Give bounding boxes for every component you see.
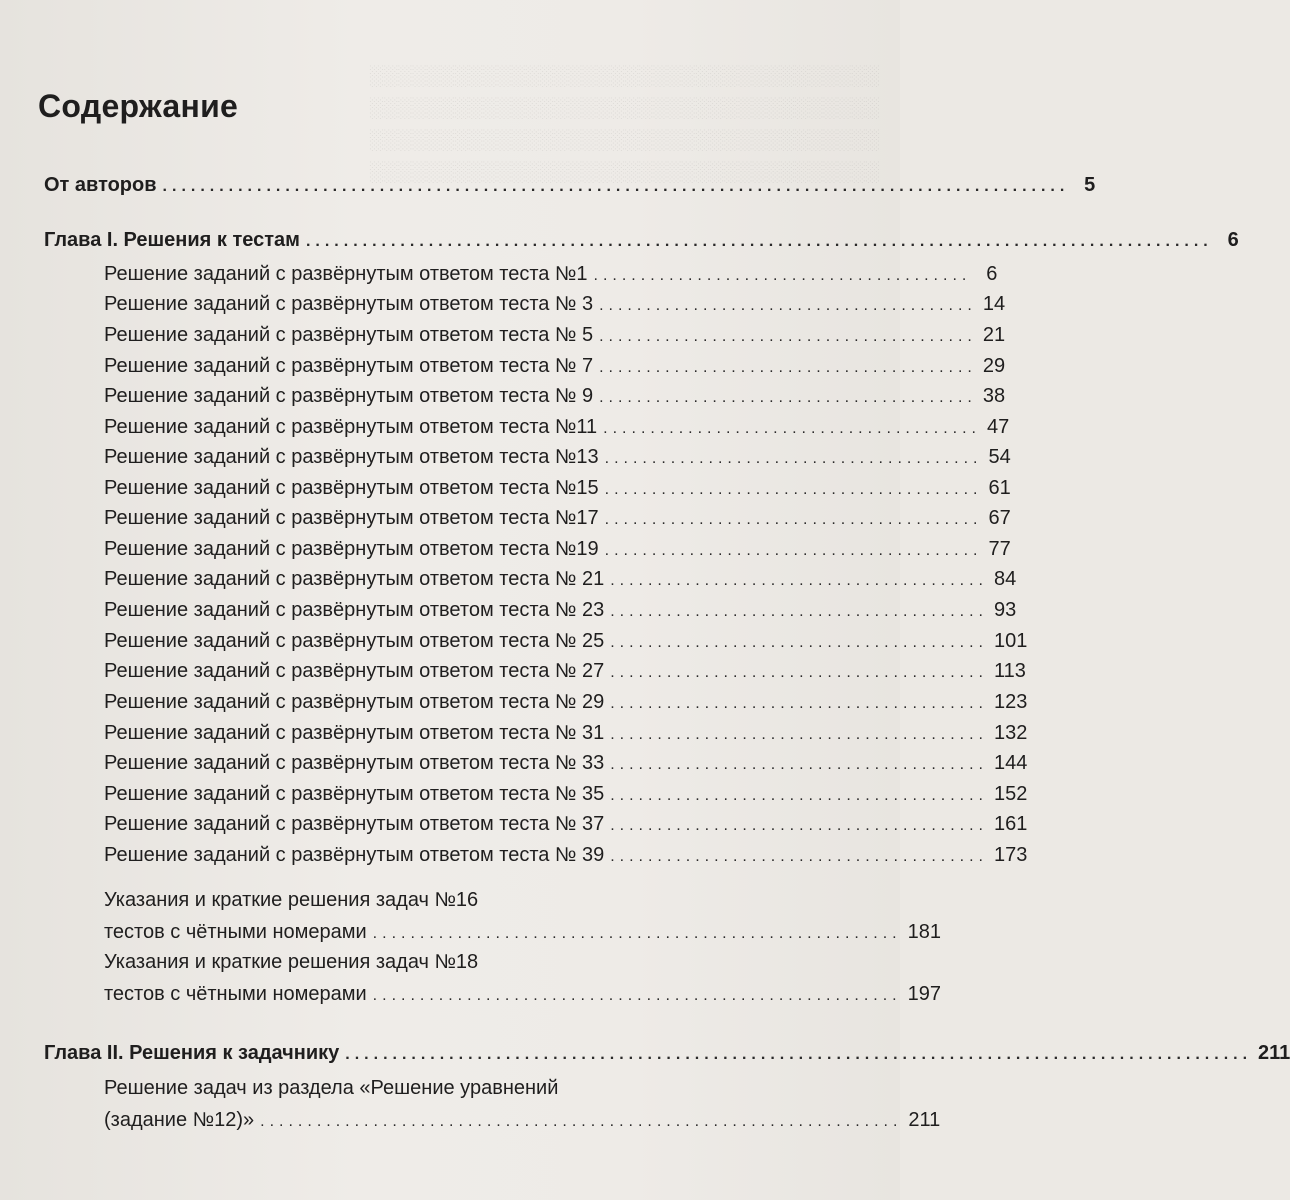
toc-entry-test-21[interactable] xyxy=(104,566,1017,594)
toc-entry-page: 211 xyxy=(1258,1042,1290,1064)
toc-leader-dots: ........................................ xyxy=(599,328,977,345)
toc-entry-page: 101 xyxy=(994,630,1028,652)
toc-leader-dots: ........................................ xyxy=(599,297,977,314)
toc-entry-page: 144 xyxy=(994,752,1028,774)
toc-entry-page: 152 xyxy=(994,783,1028,805)
toc-entry-page: 84 xyxy=(994,568,1017,590)
toc-entry-page: 5 xyxy=(1084,174,1096,196)
toc-leader-dots: ........................................ xyxy=(610,787,988,804)
toc-entry-page: 14 xyxy=(982,293,1006,315)
toc-entry-page: 21 xyxy=(982,324,1006,346)
toc-leader-dots: ........................................................ xyxy=(372,925,902,942)
toc-leader-dots: ........................................ xyxy=(610,756,988,773)
toc-entry-page: 197 xyxy=(907,983,941,1005)
toc-entry-page: 47 xyxy=(986,416,1010,438)
toc-entry-title: Решение заданий с развёрнутым ответом теста №19 xyxy=(104,538,599,560)
toc-leader-dots: ................................................................................................ xyxy=(345,1046,1253,1063)
toc-entry-title: Решение заданий с развёрнутым ответом теста № 29 xyxy=(104,691,605,713)
toc-entry-title: Решение заданий с развёрнутым ответом теста № 5 xyxy=(104,324,594,346)
toc-entry-title: Решение заданий с развёрнутым ответом теста № 25 xyxy=(104,630,605,652)
toc-entry-title: Решение заданий с развёрнутым ответом теста № 9 xyxy=(104,385,594,407)
toc-entry-title: Решение заданий с развёрнутым ответом теста № 23 xyxy=(104,599,605,621)
toc-entry-title: Решение заданий с развёрнутым ответом теста №15 xyxy=(104,477,599,499)
toc-entry-test-29[interactable] xyxy=(104,689,1028,717)
toc-entry-test-39[interactable] xyxy=(104,842,1028,870)
toc-entry-title-line1: Указания и краткие решения задач №18 xyxy=(104,951,479,973)
toc-leader-dots: ........................................ xyxy=(604,511,983,528)
toc-entry-title: Решение заданий с развёрнутым ответом теста № 27 xyxy=(104,660,605,682)
toc-entry-test-35[interactable] xyxy=(104,781,1028,809)
toc-entry-title: Решение заданий с развёрнутым ответом теста № 7 xyxy=(104,355,594,377)
toc-leader-dots: ................................................................................................ xyxy=(162,178,1070,195)
toc-entry-test-5[interactable] xyxy=(104,322,1006,350)
toc-entry-title: Решение заданий с развёрнутым ответом теста №1 xyxy=(104,263,588,285)
page-title: Содержание xyxy=(38,88,239,124)
toc-entry-test-13[interactable] xyxy=(104,444,1011,472)
toc-leader-dots: ........................................ xyxy=(610,695,988,712)
toc-entry-page: 6 xyxy=(1227,229,1239,251)
toc-entry-page: 123 xyxy=(994,691,1028,713)
toc-entry-page: 113 xyxy=(994,660,1026,682)
toc-leader-dots: ........................................ xyxy=(599,359,977,376)
toc-entry-test-3[interactable] xyxy=(104,291,1006,319)
toc-entry-title: тестов с чётными номерами xyxy=(104,983,367,1005)
toc-entry-page: 132 xyxy=(994,722,1028,744)
show-through-text: ░░░░░░░░░░░░░░░░░░░░░░░░░░░░░░░░░░░░ ░░░░░░░░░░░░░░░░░░░░░░░░░░░░░░░░░░░░ ░░░░░░░░░░░░░░░░░░░░░░░░░░░░░░░░░░░░ ░░░░░░░░░░░░░░░░░░░░░░░░░░░░░░░░░░░░ xyxy=(369,65,880,183)
toc-entry-test-19[interactable] xyxy=(104,536,1011,564)
toc-entry-title: Решение заданий с развёрнутым ответом теста №11 xyxy=(104,416,598,438)
toc-leader-dots: .................................................................... xyxy=(260,1113,903,1130)
toc-entry-page: 38 xyxy=(982,385,1006,407)
toc-leader-dots: ........................................ xyxy=(603,420,981,437)
toc-leader-dots: ........................................ xyxy=(610,726,988,743)
toc-entry-test-33[interactable] xyxy=(104,750,1028,778)
toc-entry-title: Решение заданий с развёрнутым ответом теста № 3 xyxy=(104,293,594,315)
toc-entry-page: 77 xyxy=(988,538,1011,560)
toc-entry-test-25[interactable] xyxy=(104,628,1028,656)
toc-entry-page: 67 xyxy=(988,507,1011,529)
toc-entry-title: Решение заданий с развёрнутым ответом теста № 31 xyxy=(104,722,605,744)
toc-entry-test-11[interactable] xyxy=(104,414,1010,442)
toc-entry-page: 173 xyxy=(994,844,1028,866)
toc-entry-page: 29 xyxy=(982,355,1006,377)
toc-entry-title: Глава II. Решения к задачнику xyxy=(44,1042,340,1064)
toc-entry-title: Решение заданий с развёрнутым ответом теста №17 xyxy=(104,507,599,529)
toc-leader-dots: ........................................ xyxy=(604,481,983,498)
toc-entry-title: тестов с чётными номерами xyxy=(104,921,367,943)
toc-entry-title: Глава I. Решения к тестам xyxy=(44,229,300,251)
toc-entry-title: Решение заданий с развёрнутым ответом теста № 35 xyxy=(104,783,605,805)
toc-entry-hints-16[interactable] xyxy=(104,887,941,947)
toc-entry-test-1[interactable] xyxy=(104,261,998,289)
toc-entry-test-27[interactable] xyxy=(104,658,1026,686)
toc-entry-title: Решение заданий с развёрнутым ответом теста № 33 xyxy=(104,752,605,774)
toc-entry-page: 181 xyxy=(907,921,941,943)
toc-entry-title-line1: Указания и краткие решения задач №16 xyxy=(104,889,479,911)
toc-leader-dots: ........................................ xyxy=(610,603,988,620)
toc-entry-page: 54 xyxy=(988,446,1011,468)
toc-leader-dots: ........................................ xyxy=(610,817,988,834)
toc-entry-test-17[interactable] xyxy=(104,505,1011,533)
toc-entry-test-9[interactable] xyxy=(104,383,1006,411)
toc-leader-dots: ................................................................................................ xyxy=(305,233,1213,250)
toc-entry-title: Решение заданий с развёрнутым ответом теста №13 xyxy=(104,446,599,468)
toc-entry-page: 61 xyxy=(988,477,1011,499)
toc-entry-chapter-2[interactable] xyxy=(44,1040,1290,1068)
toc-entry-title: От авторов xyxy=(44,174,157,196)
toc-leader-dots: ........................................ xyxy=(604,542,983,559)
toc-entry-title: Решение заданий с развёрнутым ответом теста № 37 xyxy=(104,813,605,835)
toc-leader-dots: ........................................ xyxy=(610,572,988,589)
toc-entry-hints-18[interactable] xyxy=(104,949,941,1009)
toc-entry-test-7[interactable] xyxy=(104,353,1006,381)
toc-leader-dots: ........................................ xyxy=(599,389,977,406)
toc-leader-dots: ........................................ xyxy=(610,634,988,651)
toc-entry-title: Решение заданий с развёрнутым ответом теста № 39 xyxy=(104,844,605,866)
toc-entry-title-line1: Решение задач из раздела «Решение уравнений xyxy=(104,1077,559,1099)
toc-entry-test-15[interactable] xyxy=(104,475,1011,503)
toc-entry-page: 6 xyxy=(986,263,998,285)
toc-entry-authors[interactable] xyxy=(44,172,1096,200)
toc-leader-dots: ........................................ xyxy=(610,848,988,865)
toc-entry-title: Решение заданий с развёрнутым ответом теста № 21 xyxy=(104,568,605,590)
toc-entry-chapter-1[interactable] xyxy=(44,227,1239,255)
toc-entry-page: 93 xyxy=(994,599,1017,621)
toc-leader-dots: ........................................ xyxy=(593,267,972,284)
toc-entry-equations[interactable] xyxy=(104,1075,941,1135)
toc-entry-page: 211 xyxy=(908,1109,941,1131)
toc-leader-dots: ........................................ xyxy=(610,664,988,681)
toc-entry-test-37[interactable] xyxy=(104,811,1028,839)
toc-leader-dots: ........................................................ xyxy=(372,987,902,1004)
toc-entry-page: 161 xyxy=(994,813,1028,835)
toc-entry-test-23[interactable] xyxy=(104,597,1017,625)
toc-leader-dots: ........................................ xyxy=(604,450,983,467)
toc-entry-test-31[interactable] xyxy=(104,720,1028,748)
toc-entry-title: (задание №12)» xyxy=(104,1109,255,1131)
